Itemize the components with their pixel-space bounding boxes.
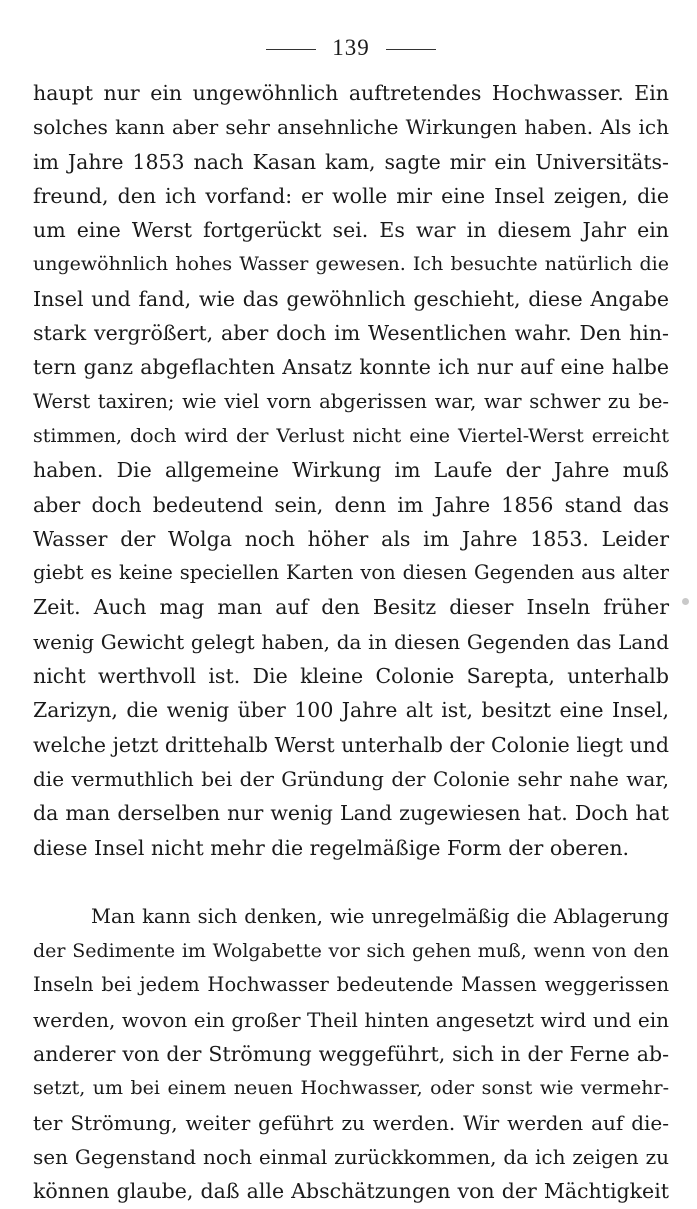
text-line: solches kann aber sehr ansehnliche Wirkungen haben. Als ich bbox=[33, 115, 669, 140]
text-line: anderer von der Strömung weggeführt, sich in der Ferne ab- bbox=[33, 1042, 669, 1067]
header-rule-left bbox=[266, 49, 316, 50]
text-line: ter Strömung, weiter geführt zu werden. Wir werden auf die- bbox=[33, 1110, 669, 1135]
text-line: der Sedimente im Wolgabette vor sich gehen muß, wenn von den bbox=[33, 940, 669, 963]
text-line: werden, wovon ein großer Theil hinten angesetzt wird und ein bbox=[33, 1007, 669, 1032]
text-line: haupt nur ein ungewöhnlich auftretendes Hochwasser. Ein bbox=[33, 81, 669, 105]
text-line: nicht werthvoll ist. Die kleine Colonie Sarepta, unterhalb bbox=[33, 664, 669, 689]
text-line: setzt, um bei einem neuen Hochwasser, oder sonst wie vermehr- bbox=[33, 1077, 669, 1100]
text-line: Insel und fand, wie das gewöhnlich geschieht, diese Angabe bbox=[33, 286, 669, 311]
page-header bbox=[33, 30, 669, 66]
text-line: stark vergrößert, aber doch im Wesentlichen wahr. Den hin- bbox=[33, 321, 669, 346]
text-line: um eine Werst fortgerückt sei. Es war in diesem Jahr ein bbox=[33, 218, 669, 243]
page-number: 139 bbox=[332, 35, 370, 60]
text-line: ungewöhnlich hohes Wasser gewesen. Ich besuchte natürlich die bbox=[33, 253, 669, 276]
paragraph-1 bbox=[33, 76, 669, 865]
header-rule-right bbox=[386, 49, 436, 50]
text-line: Zarizyn, die wenig über 100 Jahre alt ist, besitzt eine Insel, bbox=[33, 698, 669, 723]
text-line: im Jahre 1853 nach Kasan kam, sagte mir ein Universitäts- bbox=[33, 149, 669, 174]
text-line: Werst taxiren; wie viel vorn abgerissen war, war schwer zu be- bbox=[33, 389, 669, 413]
text-line: Zeit. Auch mag man auf den Besitz dieser Inseln früher bbox=[33, 595, 669, 620]
book-page bbox=[33, 30, 669, 1204]
text-line: sen Gegenstand noch einmal zurückkommen, da ich zeigen zu bbox=[33, 1144, 669, 1169]
paragraph-gap bbox=[33, 865, 669, 900]
text-line: aber doch bedeutend sein, denn im Jahre 1856 stand das bbox=[33, 492, 669, 517]
text-line: haben. Die allgemeine Wirkung im Laufe der Jahre muß bbox=[33, 458, 669, 483]
text-line: tern ganz abgeflachten Ansatz konnte ich nur auf eine halbe bbox=[33, 355, 669, 380]
text-line: Man kann sich denken, wie unregelmäßig die Ablagerung bbox=[91, 904, 669, 928]
text-line: können glaube, daß alle Abschätzungen von der Mächtigkeit bbox=[33, 1179, 669, 1204]
text-line: stimmen, doch wird der Verlust nicht eine Viertel-Werst erreicht bbox=[33, 424, 669, 447]
text-line: freund, den ich vorfand: er wolle mir eine Insel zeigen, die bbox=[33, 183, 669, 208]
scan-speck-mark bbox=[682, 598, 689, 605]
text-line: da man derselben nur wenig Land zugewiesen hat. Doch hat bbox=[33, 801, 669, 826]
text-line: welche jetzt drittehalb Werst unterhalb der Colonie liegt und bbox=[33, 732, 669, 757]
paragraph-2 bbox=[33, 900, 669, 1209]
text-line: Inseln bei jedem Hochwasser bedeutende Massen weggerissen bbox=[33, 973, 669, 997]
text-line: die vermuthlich bei der Gründung der Colonie sehr nahe war, bbox=[33, 766, 669, 791]
text-line: giebt es keine speciellen Karten von diesen Gegenden aus alter bbox=[33, 561, 669, 585]
text-line: Wasser der Wolga noch höher als im Jahre 1853. Leider bbox=[33, 526, 669, 551]
text-line: diese Insel nicht mehr die regelmäßige Form der oberen. bbox=[33, 835, 630, 860]
text-line: wenig Gewicht gelegt haben, da in diesen Gegenden das Land bbox=[33, 629, 669, 654]
